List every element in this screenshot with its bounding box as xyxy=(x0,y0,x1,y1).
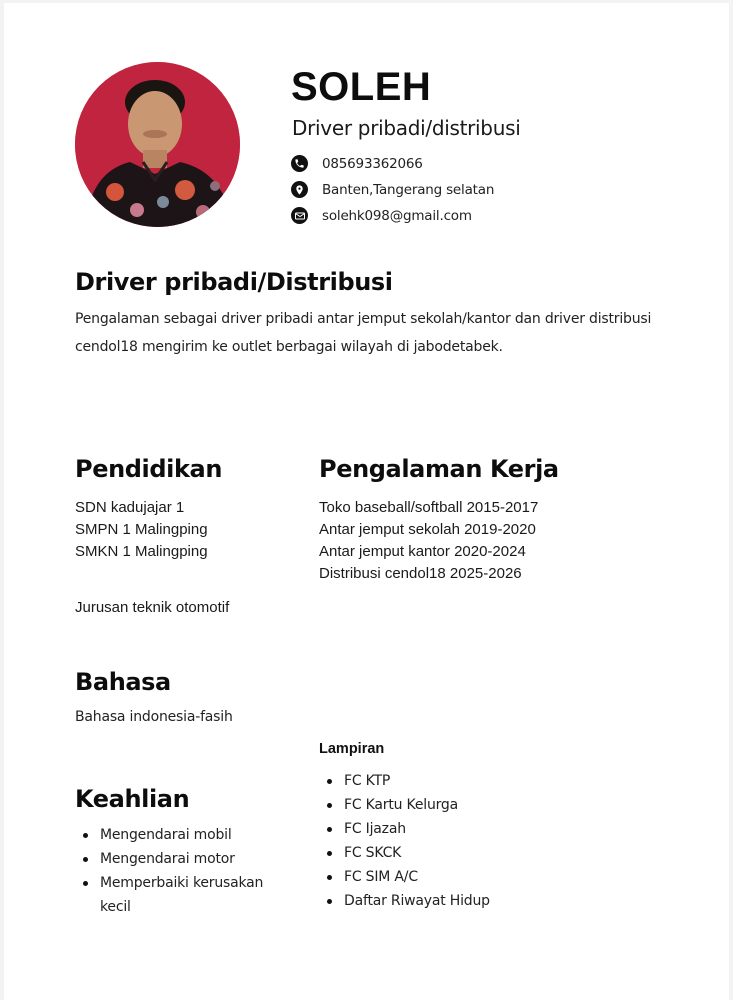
experience-item: Distribusi cendol18 2025-2026 xyxy=(319,565,522,582)
candidate-name: SOLEH xyxy=(291,65,432,109)
attachment-item: FC SIM A/C xyxy=(319,865,490,889)
education-title: Pendidikan xyxy=(75,455,223,483)
education-item: SMKN 1 Malingping xyxy=(75,543,208,560)
language-title: Bahasa xyxy=(75,668,171,696)
skill-item: Mengendarai mobil xyxy=(75,823,290,847)
skills-list xyxy=(75,823,290,919)
education-list xyxy=(75,497,208,563)
resume-page xyxy=(4,3,729,1000)
contact-phone xyxy=(291,155,423,172)
experience-item: Antar jemput kantor 2020-2024 xyxy=(319,543,526,560)
experience-item: Toko baseball/softball 2015-2017 xyxy=(319,499,539,516)
education-item: SMPN 1 Malingping xyxy=(75,521,208,538)
profile-photo xyxy=(75,62,240,227)
summary-line-2: cendol18 mengirim ke outlet berbagai wilayah di jabodetabek. xyxy=(75,339,503,355)
education-item: SDN kadujajar 1 xyxy=(75,499,185,516)
education-major: Jurusan teknik otomotif xyxy=(75,599,230,616)
skill-item: Mengendarai motor xyxy=(75,847,290,871)
contact-email xyxy=(291,207,472,224)
contact-location xyxy=(291,181,494,198)
summary-title: Driver pribadi/Distribusi xyxy=(75,268,393,296)
location-text: Banten,Tangerang selatan xyxy=(322,181,495,198)
attachment-item: FC Ijazah xyxy=(319,817,490,841)
summary-text xyxy=(75,305,695,361)
attachment-item: FC SKCK xyxy=(319,841,490,865)
candidate-role: Driver pribadi/distribusi xyxy=(292,116,521,140)
attachment-item: Daftar Riwayat Hidup xyxy=(319,889,490,913)
skill-item: Memperbaiki kerusakan kecil xyxy=(75,871,290,919)
email-address: solehk098@gmail.com xyxy=(322,207,472,224)
attachment-item: FC Kartu Kelurga xyxy=(319,793,490,817)
person-photo-icon xyxy=(75,62,240,227)
skills-title: Keahlian xyxy=(75,785,190,813)
email-icon xyxy=(291,207,308,224)
location-pin-icon xyxy=(291,181,308,198)
experience-title: Pengalaman Kerja xyxy=(319,455,559,483)
language-text: Bahasa indonesia-fasih xyxy=(75,709,233,725)
attachments-list xyxy=(319,769,490,913)
attachments-title: Lampiran xyxy=(319,741,385,757)
experience-list xyxy=(319,497,538,585)
phone-number: 085693362066 xyxy=(322,155,423,172)
summary-line-1: Pengalaman sebagai driver pribadi antar jemput sekolah/kantor dan driver distribusi xyxy=(75,311,652,327)
experience-item: Antar jemput sekolah 2019-2020 xyxy=(319,521,536,538)
attachment-item: FC KTP xyxy=(319,769,490,793)
phone-icon xyxy=(291,155,308,172)
